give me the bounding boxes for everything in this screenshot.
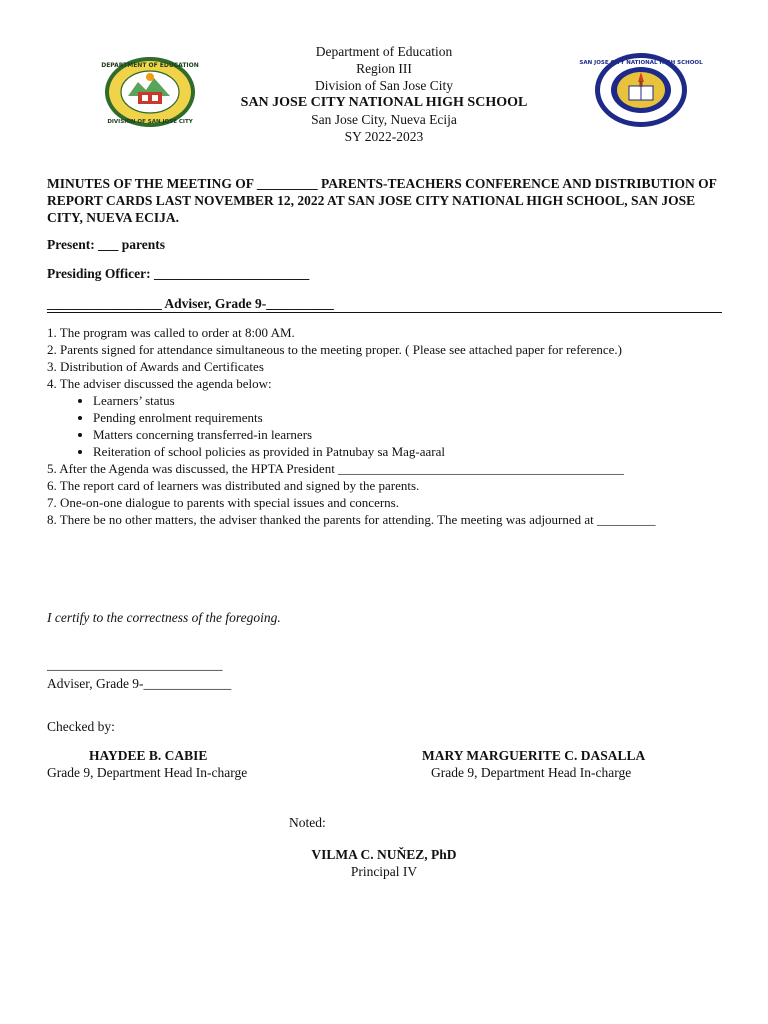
agenda-item: • Learners’ status: [93, 392, 722, 409]
agenda-list: [47, 392, 722, 460]
certification-statement: I certify to the correctness of the foregoing.: [47, 610, 281, 625]
principal-name: VILMA C. NUŇEZ, PhD: [311, 847, 457, 862]
school-name: SAN JOSE CITY NATIONAL HIGH SCHOOL: [240, 95, 528, 110]
noted-label: Noted:: [289, 815, 326, 830]
agenda-item: • Matters concerning transferred-in learners: [93, 426, 722, 443]
minutes-item: 1. The program was called to order at 8:00 AM.: [47, 325, 295, 340]
minutes-body: [47, 324, 722, 528]
minutes-item: 3. Distribution of Awards and Certificates: [47, 359, 264, 374]
svg-text:DEPARTMENT OF EDUCATION: DEPARTMENT OF EDUCATION: [101, 62, 199, 69]
department-name: Department of Education: [315, 44, 453, 59]
head2-name: MARY MARGUERITE C. DASALLA: [422, 748, 646, 763]
presiding-officer-line: Presiding Officer: _______________________: [47, 266, 310, 281]
adviser-signatory: Adviser, Grade 9-_____________: [47, 676, 232, 691]
division-name: Division of San Jose City: [314, 78, 453, 93]
principal-role: Principal IV: [350, 864, 418, 879]
head2-role: Grade 9, Department Head In-charge: [431, 765, 632, 780]
minutes-item: 8. There be no other matters, the adviser thanked the parents for attending. The meeting was adjourned at _________: [47, 512, 656, 527]
signature-line: __________________________: [47, 657, 223, 672]
checked-by-label: Checked by:: [47, 719, 115, 734]
adviser-line: _________________ Adviser, Grade 9-__________: [47, 296, 334, 311]
school-address: San Jose City, Nueva Ecija: [311, 112, 457, 127]
present-line: Present: ___ parents: [47, 237, 165, 252]
head1-name: HAYDEE B. CABIE: [89, 748, 208, 763]
agenda-item: • Pending enrolment requirements: [93, 409, 722, 426]
svg-text:DIVISION OF SAN JOSE CITY: DIVISION OF SAN JOSE CITY: [107, 119, 193, 125]
minutes-item: 2. Parents signed for attendance simultaneous to the meeting proper. ( Please see attached paper for reference.): [47, 342, 623, 357]
minutes-item: 5. After the Agenda was discussed, the HPTA President ____________________________________________: [47, 461, 625, 476]
document-title: MINUTES OF THE MEETING OF _________ PARENTS-TEACHERS CONFERENCE AND DISTRIBUTION OF REPORT CARDS LAST NOVEMBER 12, 2022 AT SAN JOSE CITY NATIONAL HIGH SCHOOL, SAN JOSE CITY, NUEVA ECIJA.: [47, 176, 717, 225]
head1-role: Grade 9, Department Head In-charge: [47, 765, 248, 780]
school-year: SY 2022-2023: [344, 129, 424, 144]
region-name: Region III: [356, 61, 412, 76]
agenda-item: • Reiteration of school policies as provided in Patnubay sa Mag-aaral: [93, 443, 722, 460]
letterhead: [0, 43, 768, 145]
divider: [47, 312, 722, 313]
minutes-item: 4. The adviser discussed the agenda below:: [47, 376, 272, 391]
svg-text:SAN JOSE CITY NATIONAL HIGH SC: SAN JOSE CITY NATIONAL HIGH SCHOOL: [579, 60, 703, 66]
minutes-item: 6. The report card of learners was distributed and signed by the parents.: [47, 478, 420, 493]
minutes-item: 7. One-on-one dialogue to parents with special issues and concerns.: [47, 495, 399, 510]
